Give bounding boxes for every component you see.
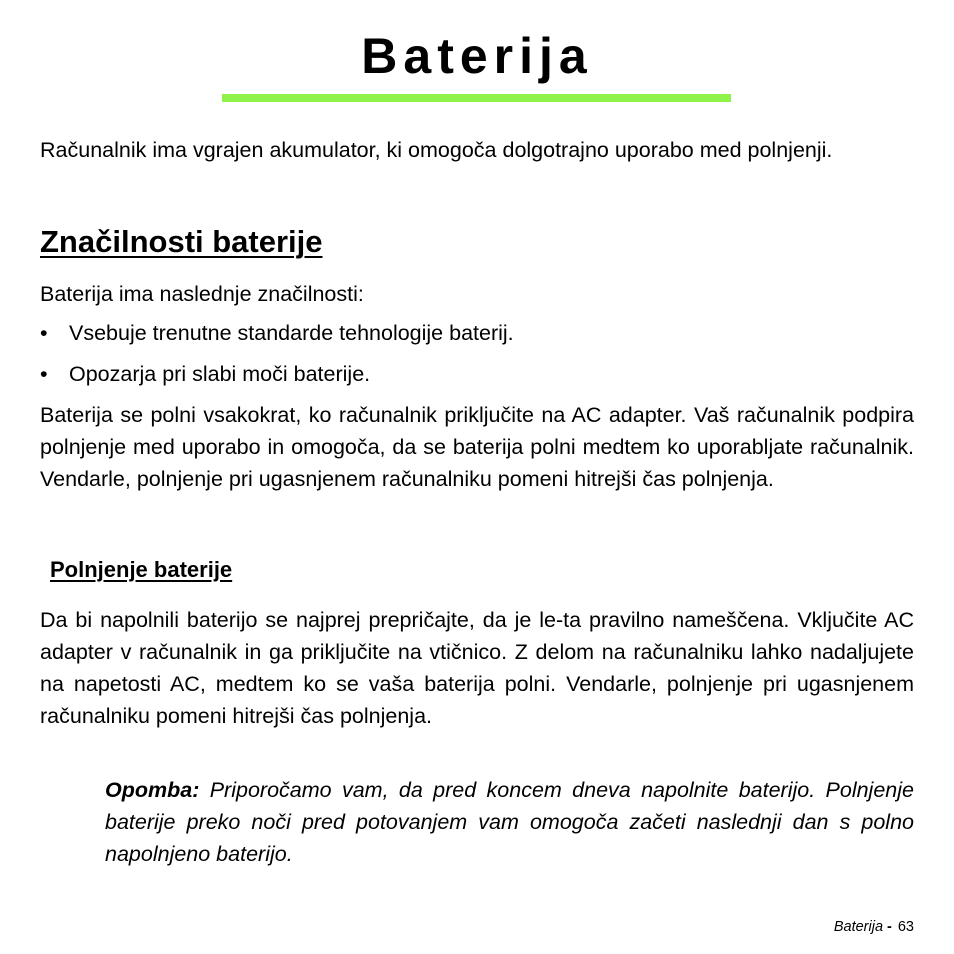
bullet-icon: •	[40, 362, 48, 386]
list-item-text: Vsebuje trenutne standarde tehnologije baterij.	[69, 321, 514, 345]
features-intro: Baterija ima naslednje značilnosti:	[40, 282, 364, 306]
page-number: 63	[897, 919, 914, 935]
page-title: Baterija	[361, 28, 593, 84]
title-accent-bar	[222, 94, 731, 102]
footer-section-name: Baterija	[833, 919, 884, 935]
note-block	[105, 774, 914, 870]
list-item-text: Opozarja pri slabi moči baterije.	[69, 362, 371, 386]
footer-separator: -	[887, 919, 892, 935]
charging-paragraph: Da bi napolnili baterijo se najprej prepričajte, da je le-ta pravilno nameščena. Vključite AC adapter v računalnik in ga priključite na vtičnico. Z delom na računalniku lahko nadaljujete na napetosti AC, medtem ko se vaša baterija polni. Vendarle, polnjenje pri ugasnjenem računalniku pomeni hitrejši čas polnjenja.	[40, 608, 914, 728]
bullet-icon: •	[40, 321, 48, 345]
note-text: Priporočamo vam, da pred koncem dneva napolnite baterijo. Polnjenje baterije preko noči pred potovanjem vam omogoča začeti naslednji dan s polno napolnjeno baterijo.	[105, 778, 914, 866]
charging-info-paragraph: Baterija se polni vsakokrat, ko računalnik priključite na AC adapter. Vaš računalnik podpira polnjenje med uporabo in omogoča, da se baterija polni medtem ko uporabljate računalnik. Vendarle, polnjenje pri ugasnjenem računalniku pomeni hitrejši čas polnjenja.	[40, 403, 914, 491]
page-footer	[834, 917, 914, 937]
note-label: Opomba:	[105, 778, 200, 802]
charging-heading: Polnjenje baterije	[50, 557, 233, 582]
intro-paragraph: Računalnik ima vgrajen akumulator, ki omogoča dolgotrajno uporabo med polnjenji.	[40, 138, 833, 162]
features-heading: Značilnosti baterije	[40, 224, 323, 259]
